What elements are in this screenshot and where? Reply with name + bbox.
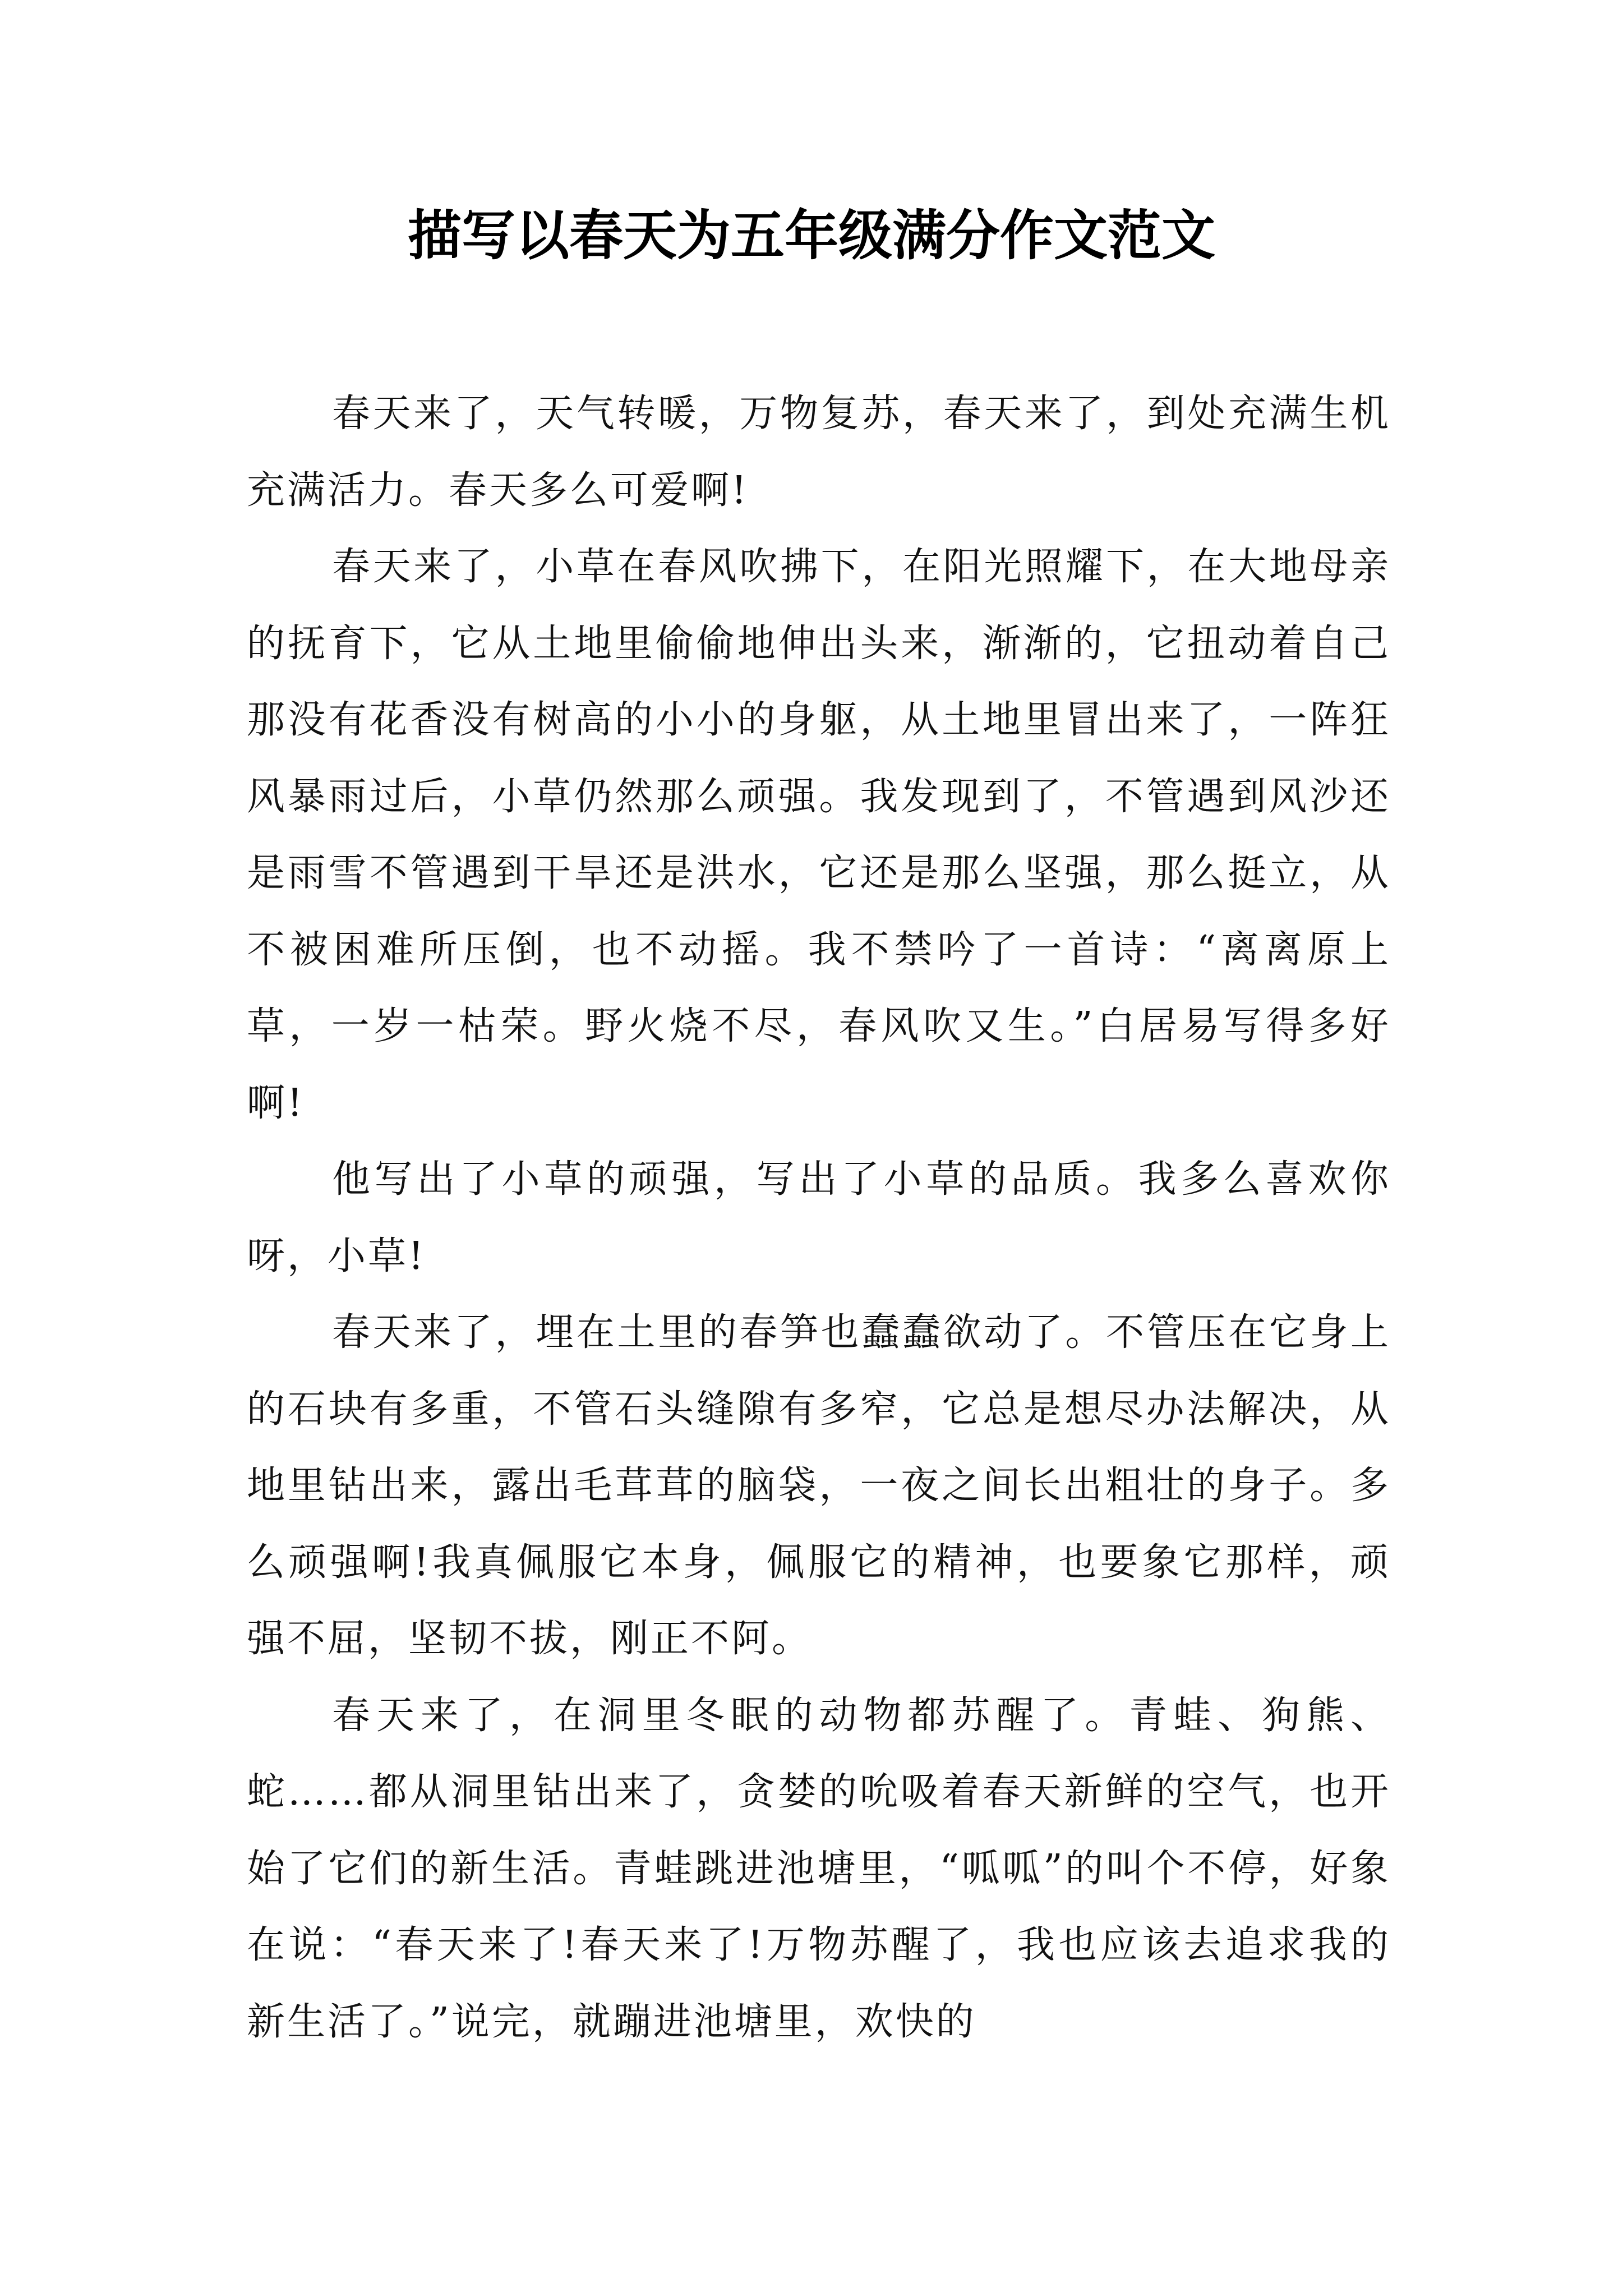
document-title: 描写以春天为五年级满分作文范文 bbox=[408, 204, 1215, 267]
paragraph: 他写出了小草的顽强，写出了小草的品质。我多么喜欢你呀，小草! bbox=[247, 1157, 1391, 1278]
paragraph: 春天来了，埋在土里的春笋也蠢蠢欲动了。不管压在它身上的石块有多重，不管石头缝隙有多窄，它总是想尽办法解决，从地里钻出来，露出毛茸茸的脑袋，一夜之间长出粗壮的身子。多么顽强啊!我真佩服它本身，佩服它的精神，也要象它那样，顽强不屈，坚韧不拔，刚正不阿。 bbox=[247, 1310, 1391, 1661]
paragraph: 春天来了，小草在春风吹拂下，在阳光照耀下，在大地母亲的抚育下，它从土地里偷偷地伸出头来，渐渐的，它扭动着自己那没有花香没有树高的小小的身躯，从土地里冒出来了，一阵狂风暴雨过后，小草仍然那么顽强。我发现到了，不管遇到风沙还是雨雪不管遇到干旱还是洪水，它还是那么坚强，那么挺立，从不被困难所压倒，也不动摇。我不禁吟了一首诗：“离离原上草，一岁一枯荣。野火烧不尽，春风吹又生。”白居易写得多好啊! bbox=[247, 545, 1391, 1125]
document-body bbox=[247, 376, 1391, 2060]
paragraph: 春天来了，在洞里冬眠的动物都苏醒了。青蛙、狗熊、蛇……都从洞里钻出来了，贪婪的吮吸着春天新鲜的空气，也开始了它们的新生活。青蛙跳进池塘里，“呱呱”的叫个不停，好象在说：“春天来了!春天来了!万物苏醒了，我也应该去追求我的新生活了。”说完，就蹦进池塘里，欢快的 bbox=[247, 1693, 1391, 2044]
paragraph: 春天来了，天气转暖，万物复苏，春天来了，到处充满生机充满活力。春天多么可爱啊! bbox=[247, 392, 1391, 513]
